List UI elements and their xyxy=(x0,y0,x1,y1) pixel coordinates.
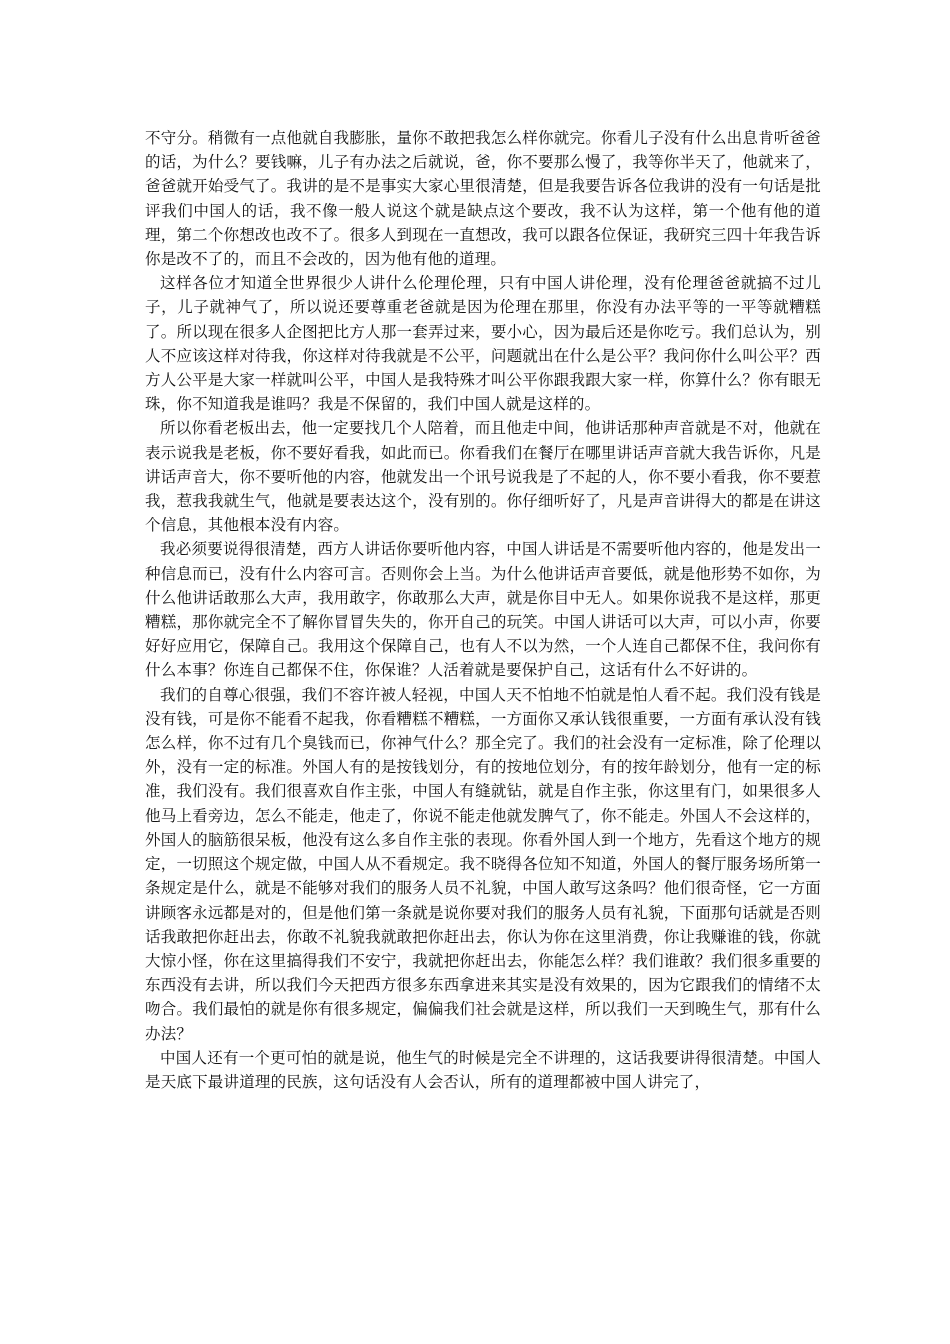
paragraph-4: 我必须要说得很清楚，西方人讲话你要听他内容，中国人讲话是不需要听他内容的，他是发出一种信息而已，没有什么内容可言。否则你会上当。为什么他讲话声音要低，就是他形势不如你，为什么他讲话敢那么大声，我用敢字，你敢那么大声，就是你目中无人。如果你说我不是这样，那更糟糕，那你就完全不了解你冒冒失失的，你开自己的玩笑。中国人讲话可以大声，可以小声，你要好好应用它，保障自己。我用这个保障自己，也有人不以为然，一个人连自己都保不住，我问你有什么本事？你连自己都保不住，你保谁？人活着就是要保护自己，这话有什么不好讲的。 xyxy=(145,540,821,680)
paragraph-1: 不守分。稍微有一点他就自我膨胀，量你不敢把我怎么样你就完。你看儿子没有什么出息肯听爸爸的话，为什么？要钱嘛，儿子有办法之后就说，爸，你不要那么慢了，我等你半天了，他就来了，爸爸就开始受气了。我讲的是不是事实大家心里很清楚，但是我要告诉各位我讲的没有一句话是批评我们中国人的话，我不像一般人说这个就是缺点这个要改，我不认为这样，第一个他有他的道理，第二个你想改也改不了。很多人到现在一直想改，我可以跟各位保证，我研究三四十年我告诉你是改不了的，而且不会改的，因为他有他的道理。 xyxy=(145,129,821,269)
body-text xyxy=(145,126,821,1094)
paragraph-2: 这样各位才知道全世界很少人讲什么伦理伦理，只有中国人讲伦理，没有伦理爸爸就搞不过儿子，儿子就神气了，所以说还要尊重老爸就是因为伦理在那里，你没有办法平等的一平等就糟糕了。所以现在很多人企图把比方人那一套弄过来，要小心，因为最后还是你吃亏。我们总认为，别人不应该这样对待我，你这样对待我就是不公平，问题就出在什么是公平？我问你什么叫公平？西方人公平是大家一样就叫公平，中国人是我特殊才叫公平你跟我跟大家一样，你算什么？你有眼无珠，你不知道我是谁吗？我是不保留的，我们中国人就是这样的。 xyxy=(145,274,821,414)
paragraph-3: 所以你看老板出去，他一定要找几个人陪着，而且他走中间，他讲话那种声音就是不对，他就在表示说我是老板，你不要好看我，如此而已。你看我们在餐厅在哪里讲话声音就大我告诉你，凡是讲话声音大，你不要听他的内容，他就发出一个讯号说我是了不起的人，你不要小看我，你不要惹我，惹我我就生气，他就是要表达这个，没有别的。你仔细听好了，凡是声音讲得大的都是在讲这个信息，其他根本没有内容。 xyxy=(145,419,821,535)
paragraph-5: 我们的自尊心很强，我们不容许被人轻视，中国人天不怕地不怕就是怕人看不起。我们没有钱是没有钱，可是你不能看不起我，你看糟糕不糟糕，一方面你又承认钱很重要，一方面有承认没有钱怎么样，你不过有几个臭钱而已，你神气什么？那全完了。我们的社会没有一定标准，除了伦理以外，没有一定的标准。外国人有的是按钱划分，有的按地位划分，有的按年龄划分，他有一定的标准，我们没有。我们很喜欢自作主张，中国人有缝就钻，就是自作主张，你这里有门，如果很多人他马上看旁边，怎么不能走，他走了，你说不能走他就发脾气了，你不能走。外国人不会这样的，外国人的脑筋很呆板，他没有这么多自作主张的表现。你看外国人到一个地方，先看这个地方的规定，一切照这个规定做，中国人从不看规定。我不晓得各位知不知道，外国人的餐厅服务场所第一条规定是什么，就是不能够对我们的服务人员不礼貌，中国人敢写这条吗？他们很奇怪，它一方面讲顾客永远都是对的，但是他们第一条就是说你要对我们的服务人员有礼貌，下面那句话就是否则话我敢把你赶出去，你敢不礼貌我就敢把你赶出去，你认为你在这里消费，你让我赚谁的钱，你就大惊小怪，你在这里搞得我们不安宁，我就把你赶出去，你能怎么样？我们谁敢？我们很多重要的东西没有去讲，所以我们今天把西方很多东西拿进来其实是没有效果的，因为它跟我们的情绪不太吻合。我们最怕的就是你有很多规定，偏偏我们社会就是这样，所以我们一天到晚生气，那有什么办法？ xyxy=(145,685,821,1043)
paragraph-6: 中国人还有一个更可怕的就是说，他生气的时候是完全不讲理的，这话我要讲得很清楚。中国人是天底下最讲道理的民族，这句话没有人会否认，所有的道理都被中国人讲完了， xyxy=(145,1048,821,1091)
